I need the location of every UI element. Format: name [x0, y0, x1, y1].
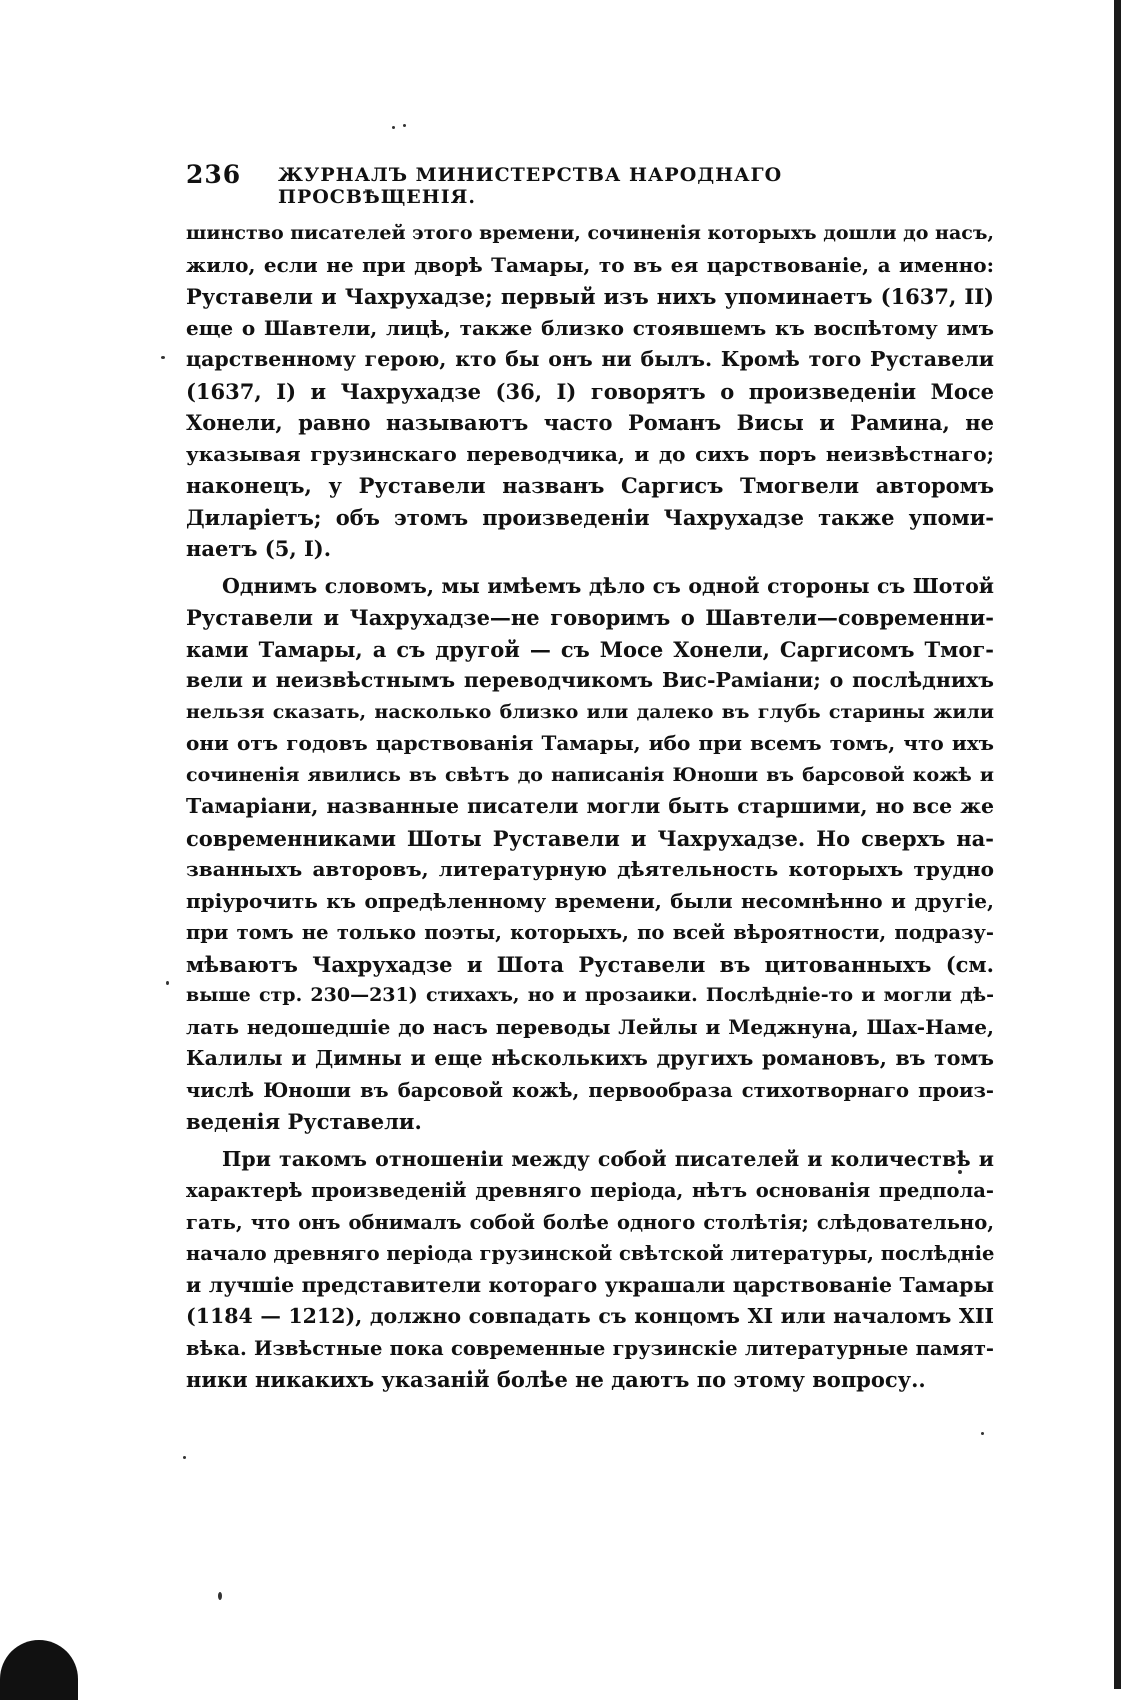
page-edge-rule [1114, 0, 1121, 1689]
text-line: ками Тамары, а съ другой — съ Мосе Хонели, Саргисомъ Тмог- [186, 636, 994, 662]
text-line: Хонели, равно называютъ часто Романъ Висы и Рамина, не [186, 410, 994, 435]
text-line: Однимъ словомъ, мы имѣемъ дѣло съ одной стороны съ Шотой [222, 573, 994, 598]
text-line: выше стр. 230—231) стихахъ, но и прозаики. Послѣдніе-то и могли дѣ- [186, 984, 994, 1006]
text-line: вѣка. Извѣстные пока современные грузинскіе литературные памят- [186, 1336, 994, 1360]
running-title: ЖУРНАЛЪ МИНИСТЕРСТВА НАРОДНАГО ПРОСВѢЩЕНІЯ. [278, 164, 783, 208]
text-line: указывая грузинскаго переводчика, и до сихъ поръ неизвѣстнаго; [186, 441, 994, 466]
ink-speck [403, 124, 406, 127]
text-line: нельзя сказать, насколько близко или далеко въ глубь старины жили [186, 700, 994, 723]
paragraph-2 [186, 571, 994, 1138]
text-line: Руставели и Чахрухадзе; первый изъ нихъ упоминаетъ (1637, II) [186, 284, 994, 309]
text-line: шинство писателей этого времени, сочиненія которыхъ дошли до насъ, [186, 222, 995, 244]
text-line: сочиненія явились въ свѣтъ до написанія Юноши въ барсовой кожѣ и [186, 763, 994, 786]
text-line: лать недошедшіе до насъ переводы Лейлы и Меджнуна, Шах-Наме, [186, 1014, 994, 1039]
text-line: веденія Руставели. [186, 1109, 422, 1134]
page-number: 236 [186, 160, 242, 189]
text-line: гать, что онъ обнималъ собой болѣе одного столѣтія; слѣдовательно, [186, 1210, 994, 1234]
text-line: характерѣ произведеній древняго періода, нѣтъ основанія предпола- [186, 1179, 994, 1202]
ink-speck [183, 1456, 186, 1459]
ink-speck [218, 1592, 222, 1600]
text-line: вели и неизвѣстнымъ переводчикомъ Вис-Раміани; о послѣднихъ [186, 668, 994, 692]
text-line: наетъ (5, I). [186, 536, 332, 561]
text-line: и лучшіе представители котораго украшали царствованіе Тамары [186, 1272, 994, 1297]
text-line: При такомъ отношеніи между собой писателей и количествѣ и [222, 1146, 994, 1171]
text-line: званныхъ авторовъ, литературную дѣятельность которыхъ трудно [186, 857, 994, 881]
ink-speck [161, 356, 165, 359]
text-line: Калилы и Димны и еще нѣсколькихъ другихъ романовъ, въ томъ [186, 1046, 994, 1070]
text-line: жило, если не при дворѣ Тамары, то въ ея царствованіе, а именно: [186, 252, 994, 277]
text-line: при томъ не только поэты, которыхъ, по всей вѣроятности, подразу- [186, 921, 994, 944]
text-line: числѣ Юноши въ барсовой кожѣ, первообраза стихотворнаго произ- [186, 1078, 994, 1102]
text-line: Тамаріани, названные писатели могли быть старшими, но все же [186, 794, 994, 818]
text-line: Руставели и Чахрухадзе—не говоримъ о Шавтели—современни- [186, 605, 994, 630]
text-line: царственному герою, кто бы онъ ни былъ. Кромѣ того Руставели [186, 347, 994, 371]
corner-ink-blot [0, 1640, 78, 1700]
text-line: начало древняго періода грузинской свѣтской литературы, послѣдніе [186, 1242, 995, 1265]
text-line: современниками Шоты Руставели и Чахрухадзе. Но сверхъ на- [186, 825, 994, 851]
ink-speck [166, 981, 169, 985]
text-line: пріурочить къ опредѣленному времени, были несомнѣнно и другіе, [186, 888, 994, 913]
text-line: Диларіетъ; объ этомъ произведеніи Чахрухадзе также упоми- [186, 504, 994, 530]
page-header [186, 160, 876, 208]
text-line: мѣваютъ Чахрухадзе и Шота Руставели въ цитованныхъ (см. [186, 951, 994, 977]
body-text [186, 218, 994, 1402]
ink-speck [392, 126, 395, 129]
text-line: (1184 — 1212), должно совпадать съ концомъ XI или началомъ XII [186, 1304, 994, 1328]
text-line: еще о Шавтели, лицѣ, также близко стоявшемъ къ воспѣтому имъ [186, 315, 994, 340]
paragraph-3 [186, 1144, 994, 1396]
text-line: (1637, I) и Чахрухадзе (36, I) говорятъ о произведеніи Мосе [186, 378, 994, 404]
paragraph-1 [186, 218, 994, 565]
ink-speck [981, 1432, 984, 1435]
text-line: наконецъ, у Руставели названъ Саргисъ Тмогвели авторомъ [186, 473, 994, 498]
text-line: ники никакихъ указаній болѣе не даютъ по этому вопросу.. [186, 1367, 926, 1392]
text-line: они отъ годовъ царствованія Тамары, ибо при всемъ томъ, что ихъ [186, 731, 994, 755]
